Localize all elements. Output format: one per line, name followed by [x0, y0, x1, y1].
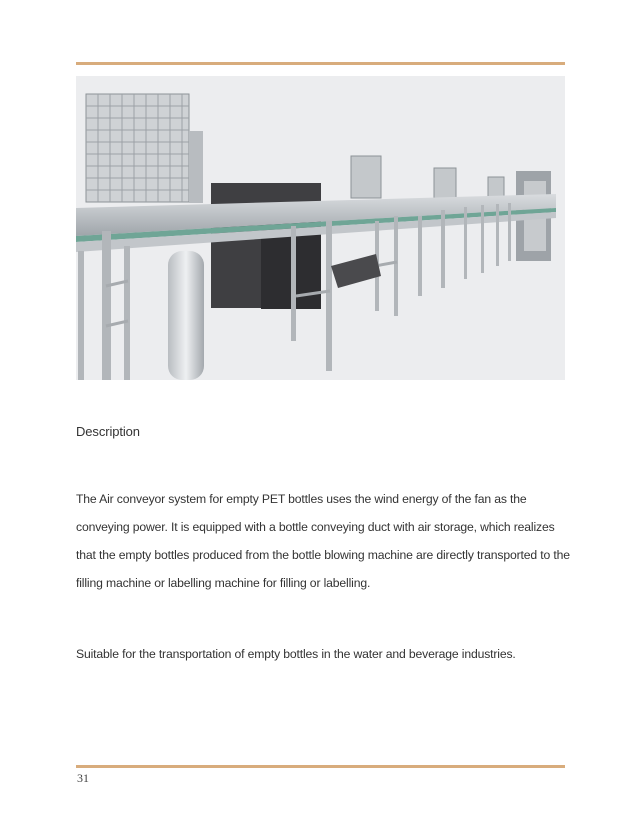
- top-divider: [76, 62, 565, 65]
- description-paragraph: The Air conveyor system for empty PET bottles uses the wind energy of the fan as the conveying power. It is equipped with a bottle conveying duct with air storage, which realizes that the empty bottles produced from the bottle blowing machine are directly transported to the filling machine or labelling machine for filling or labelling.: [76, 492, 570, 590]
- section-heading: Description: [76, 424, 140, 439]
- air-conveyor-photo: [76, 76, 565, 380]
- page-number: 31: [77, 771, 89, 785]
- usage-paragraph: Suitable for the transportation of empty bottles in the water and beverage industries.: [76, 647, 516, 661]
- bottom-divider: [76, 765, 565, 768]
